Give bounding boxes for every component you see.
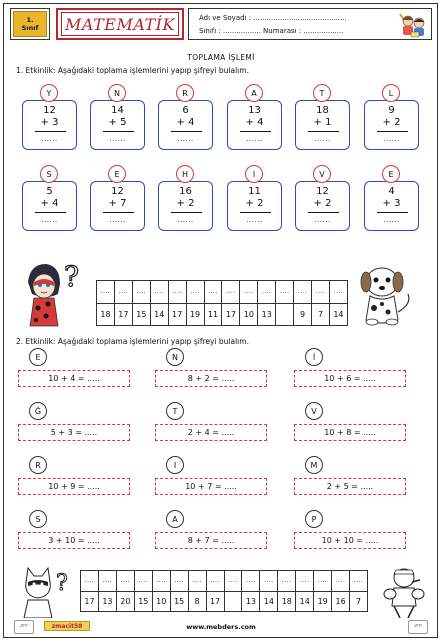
- code-cell[interactable]: [296, 571, 314, 611]
- code-number: 15: [138, 596, 149, 606]
- code-cell[interactable]: [294, 281, 312, 325]
- equation-box[interactable]: 10 + 10 = .....: [294, 532, 406, 549]
- answer-blank[interactable]: ......: [177, 216, 194, 224]
- code-cell[interactable]: [187, 281, 205, 325]
- sum-line: [35, 212, 66, 213]
- equation-box[interactable]: 2 + 5 = .....: [294, 478, 406, 495]
- code-cell[interactable]: [189, 571, 207, 611]
- code-letter-blank[interactable]: ....: [81, 571, 98, 592]
- answer-blank[interactable]: ......: [109, 135, 126, 143]
- first-addend: 13: [248, 105, 261, 116]
- code-cell[interactable]: [225, 571, 243, 611]
- card-letter: A: [245, 84, 263, 102]
- grade-label: Sınıf: [21, 24, 39, 32]
- code-letter-blank[interactable]: ....: [240, 281, 257, 304]
- sum-line: [308, 212, 339, 213]
- code-number: 11: [207, 309, 219, 319]
- code-number: 19: [317, 596, 328, 606]
- equation-letter: S: [29, 510, 47, 528]
- sum-line: [103, 131, 134, 132]
- footer-left-logo: zm: [14, 620, 34, 634]
- activity1-code-grid: [96, 280, 348, 326]
- code-letter-blank[interactable]: ....: [225, 571, 242, 592]
- card-letter: E: [382, 165, 400, 183]
- code-number: 14: [263, 596, 274, 606]
- first-addend: 12: [316, 186, 329, 197]
- sum-line: [240, 131, 271, 132]
- second-addend: + 2: [176, 198, 195, 209]
- first-addend: 5: [46, 186, 53, 197]
- code-number: [276, 304, 293, 326]
- code-letter-blank[interactable]: ....: [260, 571, 277, 592]
- code-cell[interactable]: [99, 571, 117, 611]
- code-number: 17: [209, 596, 221, 606]
- code-letter-blank[interactable]: ....: [258, 281, 275, 304]
- activity2-instruction: 2. Etkinlik: Aşağıdaki toplama işlemlerini yapıp şifreyi bulalım.: [16, 337, 249, 346]
- code-cell[interactable]: [242, 571, 260, 611]
- code-letter-blank[interactable]: ....: [151, 281, 168, 304]
- equation-box[interactable]: 5 + 3 = .....: [18, 424, 130, 441]
- answer-blank[interactable]: ......: [41, 216, 58, 224]
- equation-box[interactable]: 8 + 7 = .....: [155, 532, 267, 549]
- code-cell[interactable]: [205, 281, 223, 325]
- second-addend: + 3: [40, 117, 59, 128]
- equation-letter: E: [29, 348, 47, 366]
- addition-card: [22, 181, 77, 231]
- addition-card: [22, 100, 77, 150]
- sum-line: [377, 212, 408, 213]
- code-number: 18: [100, 309, 111, 319]
- sum-line: [103, 212, 134, 213]
- equation-box[interactable]: 10 + 4 = .....: [18, 370, 130, 387]
- code-cell[interactable]: [171, 571, 189, 611]
- code-cell[interactable]: [350, 571, 367, 611]
- code-letter-blank[interactable]: ....: [222, 281, 239, 304]
- equation-letter: A: [166, 510, 184, 528]
- puppy-icon: [352, 258, 420, 328]
- code-letter-blank[interactable]: ....: [205, 281, 222, 304]
- addition-card: [295, 181, 350, 231]
- code-number: [225, 592, 242, 612]
- equation-box[interactable]: 2 + 4 = .....: [155, 424, 267, 441]
- equation-box[interactable]: 10 + 6 = .....: [294, 370, 406, 387]
- answer-blank[interactable]: ......: [383, 135, 400, 143]
- code-letter-blank[interactable]: ....: [169, 281, 186, 304]
- code-letter-blank[interactable]: ....: [153, 571, 170, 592]
- card-letter: I: [245, 165, 263, 183]
- section-title: TOPLAMA İŞLEMİ: [187, 53, 255, 62]
- code-number: 14: [154, 309, 165, 319]
- equation-letter: N: [166, 348, 184, 366]
- code-number: 14: [299, 596, 310, 606]
- svg-text:?: ?: [64, 260, 80, 293]
- code-number: 13: [261, 309, 272, 319]
- code-cell[interactable]: [330, 281, 347, 325]
- page-title: MATEMATİK: [61, 12, 179, 36]
- code-letter-blank[interactable]: ....: [117, 571, 134, 592]
- activity2-code-grid: [80, 570, 368, 612]
- footer-right-logo: zm: [408, 620, 428, 634]
- code-cell[interactable]: [314, 571, 332, 611]
- code-cell[interactable]: [312, 281, 330, 325]
- code-letter-blank[interactable]: ....: [189, 571, 206, 592]
- class-number-line: Sınıfı : ................. Numarası : ..................: [199, 27, 344, 35]
- code-number: 17: [172, 309, 183, 319]
- code-cell[interactable]: [151, 281, 169, 325]
- code-letter-blank[interactable]: ....: [296, 571, 313, 592]
- name-line: Adı ve Soyadı : ..........................................: [199, 14, 347, 22]
- cat-noir-icon: [18, 566, 76, 618]
- code-letter-blank[interactable]: ....: [99, 571, 116, 592]
- sum-line: [171, 131, 202, 132]
- addition-card: [295, 100, 350, 150]
- code-letter-blank[interactable]: ....: [294, 281, 311, 304]
- equation-letter: T: [166, 402, 184, 420]
- answer-blank[interactable]: ......: [246, 135, 263, 143]
- code-letter-blank[interactable]: ....: [278, 571, 295, 592]
- first-addend: 12: [43, 105, 56, 116]
- title-frame: [56, 8, 184, 40]
- equation-box[interactable]: 8 + 2 = .....: [155, 370, 267, 387]
- answer-blank[interactable]: ......: [41, 135, 58, 143]
- code-number: 10: [156, 596, 167, 606]
- code-letter-blank[interactable]: ....: [350, 571, 367, 592]
- equation-letter: Ğ: [29, 402, 47, 420]
- first-addend: 12: [111, 186, 124, 197]
- code-letter-blank[interactable]: ....: [276, 281, 293, 304]
- answer-blank[interactable]: ......: [383, 216, 400, 224]
- code-number: 15: [174, 596, 185, 606]
- equation-box[interactable]: 10 + 9 = .....: [18, 478, 130, 495]
- second-addend: + 7: [108, 198, 127, 209]
- sum-line: [377, 131, 408, 132]
- addition-card: [364, 100, 419, 150]
- sum-line: [171, 212, 202, 213]
- student-info-box: [188, 8, 432, 40]
- code-number: 20: [120, 596, 131, 606]
- sum-line: [35, 131, 66, 132]
- author-badge: zmacit58: [44, 621, 90, 631]
- second-addend: + 2: [382, 117, 401, 128]
- code-cell[interactable]: [117, 571, 135, 611]
- card-letter: L: [382, 84, 400, 102]
- first-addend: 14: [111, 105, 124, 116]
- kids-illustration-icon: [397, 11, 427, 38]
- first-addend: 16: [179, 186, 192, 197]
- answer-blank[interactable]: ......: [109, 216, 126, 224]
- first-addend: 4: [388, 186, 395, 197]
- code-cell[interactable]: [115, 281, 133, 325]
- code-cell[interactable]: [133, 281, 151, 325]
- svg-text:?: ?: [56, 571, 68, 596]
- addition-card: [227, 100, 282, 150]
- code-number: 9: [300, 309, 306, 319]
- card-letter: S: [40, 165, 58, 183]
- code-number: 19: [189, 309, 201, 319]
- card-letter: N: [108, 84, 126, 102]
- code-cell[interactable]: [135, 571, 153, 611]
- second-addend: + 2: [245, 198, 264, 209]
- code-cell[interactable]: [169, 281, 187, 325]
- equation-box[interactable]: 10 + 7 = .....: [155, 478, 267, 495]
- code-number: 13: [245, 596, 256, 606]
- code-cell[interactable]: [153, 571, 171, 611]
- footer-url[interactable]: www.mebders.com: [186, 623, 256, 631]
- answer-blank[interactable]: ......: [314, 135, 331, 143]
- code-cell[interactable]: [97, 281, 115, 325]
- sum-line: [240, 212, 271, 213]
- second-addend: + 5: [108, 117, 127, 128]
- card-letter: H: [176, 165, 194, 183]
- sum-line: [308, 131, 339, 132]
- code-number: 7: [317, 309, 324, 319]
- first-addend: 11: [248, 186, 261, 197]
- code-letter-blank[interactable]: ....: [171, 571, 188, 592]
- answer-blank[interactable]: ......: [177, 135, 194, 143]
- code-letter-blank[interactable]: ....: [330, 281, 347, 304]
- code-cell[interactable]: [276, 281, 294, 325]
- code-number: 14: [333, 309, 344, 319]
- code-letter-blank[interactable]: ....: [133, 281, 150, 304]
- equation-letter: I: [166, 456, 184, 474]
- code-letter-blank[interactable]: ....: [115, 281, 132, 304]
- code-letter-blank[interactable]: ....: [314, 571, 331, 592]
- code-number: 16: [335, 596, 346, 606]
- code-number: 15: [136, 309, 147, 319]
- code-number: 10: [243, 309, 254, 319]
- equation-box[interactable]: 3 + 10 = .....: [18, 532, 130, 549]
- code-number: 17: [118, 309, 129, 319]
- answer-blank[interactable]: ......: [314, 216, 331, 224]
- second-addend: + 1: [313, 117, 332, 128]
- second-addend: + 4: [176, 117, 195, 128]
- popeye-icon: [382, 566, 426, 618]
- addition-card: [158, 181, 213, 231]
- code-cell[interactable]: [240, 281, 258, 325]
- addition-card: [227, 181, 282, 231]
- first-addend: 18: [316, 105, 329, 116]
- code-letter-blank[interactable]: ....: [332, 571, 349, 592]
- code-letter-blank[interactable]: ....: [207, 571, 224, 592]
- equation-letter: İ: [305, 348, 323, 366]
- equation-box[interactable]: 10 + 8 = .....: [294, 424, 406, 441]
- second-addend: + 2: [313, 198, 332, 209]
- card-letter: V: [313, 165, 331, 183]
- ladybug-girl-icon: [20, 258, 84, 328]
- code-number: 8: [194, 596, 200, 606]
- answer-blank[interactable]: ......: [246, 216, 263, 224]
- code-letter-blank[interactable]: ....: [312, 281, 329, 304]
- second-addend: + 3: [382, 198, 401, 209]
- first-addend: 9: [388, 105, 395, 116]
- code-letter-blank[interactable]: ....: [135, 571, 152, 592]
- activity1-instruction: 1. Etkinlik: Aşağıdaki toplama işlemlerini yapıp şifreyi bulalım.: [16, 66, 249, 75]
- grade-badge: [10, 8, 50, 40]
- addition-card: [158, 100, 213, 150]
- code-cell[interactable]: [258, 281, 276, 325]
- code-number: 7: [355, 596, 362, 606]
- equation-letter: M: [305, 456, 323, 474]
- code-number: 13: [102, 596, 113, 606]
- code-cell[interactable]: [332, 571, 350, 611]
- code-cell[interactable]: [222, 281, 240, 325]
- equation-letter: P: [305, 510, 323, 528]
- addition-card: [364, 181, 419, 231]
- grade-number: 1.: [26, 16, 34, 24]
- addition-card: [90, 181, 145, 231]
- card-letter: Y: [40, 84, 58, 102]
- card-letter: E: [108, 165, 126, 183]
- second-addend: + 4: [245, 117, 264, 128]
- code-letter-blank[interactable]: ....: [187, 281, 204, 304]
- code-number: 17: [84, 596, 95, 606]
- code-cell[interactable]: [81, 571, 99, 611]
- second-addend: + 4: [40, 198, 59, 209]
- code-number: 18: [281, 596, 292, 606]
- code-letter-blank[interactable]: ....: [242, 571, 259, 592]
- code-number: 17: [225, 309, 236, 319]
- code-cell[interactable]: [278, 571, 296, 611]
- addition-card: [90, 100, 145, 150]
- code-cell[interactable]: [260, 571, 278, 611]
- code-cell[interactable]: [207, 571, 225, 611]
- code-letter-blank[interactable]: ....: [97, 281, 114, 304]
- card-letter: T: [313, 84, 331, 102]
- equation-letter: V: [305, 402, 323, 420]
- first-addend: 6: [182, 105, 189, 116]
- equation-letter: R: [29, 456, 47, 474]
- card-letter: R: [176, 84, 194, 102]
